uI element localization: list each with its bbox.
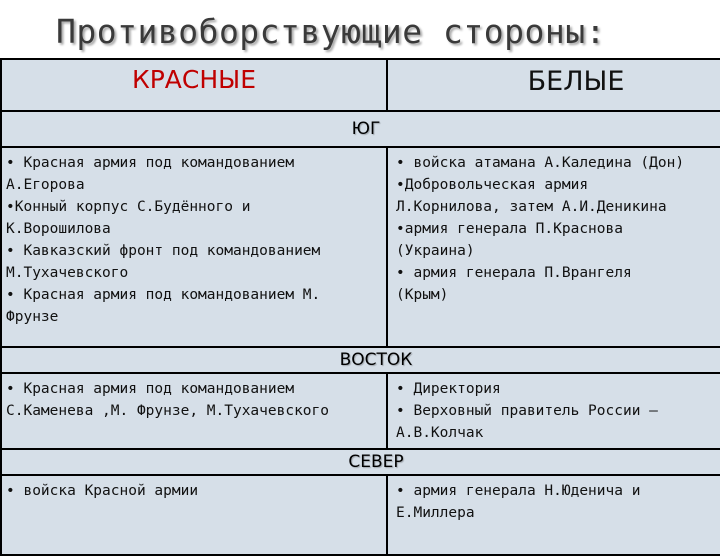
list-item: • войска Красной армии	[6, 483, 199, 499]
list-item: (Крым)	[396, 287, 449, 303]
red-forces-south	[1, 147, 387, 347]
section-row-north	[1, 475, 720, 555]
region-south: ЮГ	[1, 111, 720, 147]
list-item: •Конный корпус С.Будённого и	[6, 199, 251, 215]
section-row-east	[1, 373, 720, 449]
list-item: • армия генерала Н.Юденича и	[396, 483, 641, 499]
list-item: А.В.Колчак	[396, 425, 484, 441]
section-row-south	[1, 147, 720, 347]
red-forces-east	[1, 373, 387, 449]
list-item: Е.Миллера	[396, 505, 475, 521]
list-item: • Верховный правитель России –	[396, 403, 658, 419]
list-item: (Украина)	[396, 243, 475, 259]
red-forces-north	[1, 475, 387, 555]
header-red: КРАСНЫЕ	[1, 59, 387, 111]
white-forces-north	[387, 475, 720, 555]
list-item: С.Каменева ,М. Фрунзе, М.Тухачевского	[6, 403, 330, 419]
sides-table	[0, 58, 720, 556]
list-item: • войска атамана А.Каледина (Дон)	[396, 155, 685, 171]
list-item: Фрунзе	[6, 309, 59, 325]
list-item: • Кавказский фронт под командованием	[6, 243, 321, 259]
header-row	[1, 59, 720, 111]
region-north: СЕВЕР	[1, 449, 720, 475]
list-item: Л.Корнилова, затем А.И.Деникина	[396, 199, 667, 215]
list-item: • армия генерала П.Врангеля	[396, 265, 632, 281]
list-item: • Красная армия под командованием	[6, 381, 295, 397]
list-item: •армия генерала П.Краснова	[396, 221, 623, 237]
region-row-north	[1, 449, 720, 475]
white-forces-east	[387, 373, 720, 449]
list-item: • Красная армия под командованием	[6, 155, 295, 171]
region-row-east	[1, 347, 720, 373]
list-item: А.Егорова	[6, 177, 85, 193]
header-white: БЕЛЫЕ	[387, 59, 720, 111]
slide-title: Противоборствующие стороны:	[56, 12, 606, 51]
list-item: М.Тухачевского	[6, 265, 129, 281]
region-row-south	[1, 111, 720, 147]
white-forces-south	[387, 147, 720, 347]
list-item: •Добровольческая армия	[396, 177, 589, 193]
region-east: ВОСТОК	[1, 347, 720, 373]
list-item: • Красная армия под командованием М.	[6, 287, 321, 303]
list-item: • Директория	[396, 381, 501, 397]
list-item: К.Ворошилова	[6, 221, 111, 237]
